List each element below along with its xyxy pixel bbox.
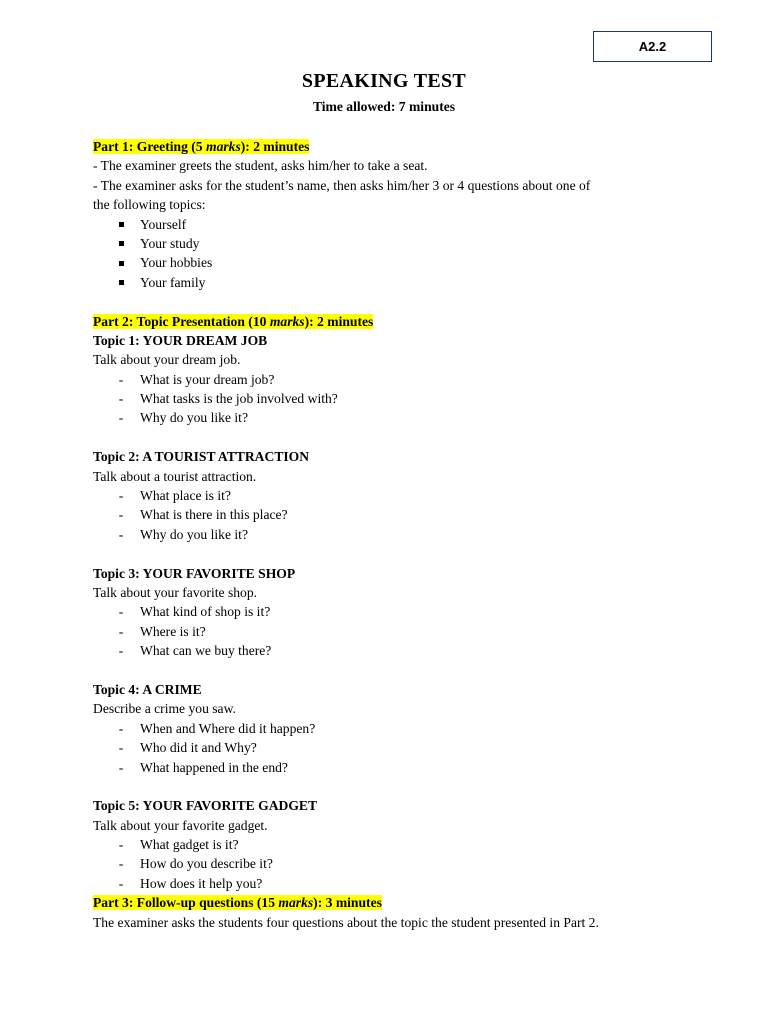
question-item	[93, 641, 693, 660]
question-text: What is there in this place?	[140, 507, 288, 523]
question-text: When and Where did it happen?	[140, 720, 316, 736]
level-badge: A2.2	[593, 31, 712, 62]
question-item	[93, 370, 693, 389]
question-item	[93, 719, 693, 738]
question-item	[93, 602, 693, 621]
list-item	[93, 253, 693, 272]
question-item	[93, 738, 693, 757]
dash-bullet-icon: -	[118, 759, 124, 775]
part1-line-2: - The examiner asks for the student’s name, then asks him/her 3 or 4 questions about one of	[93, 177, 591, 193]
part1-line-1: - The examiner greets the student, asks him/her to take a seat.	[93, 158, 428, 174]
part3-text: The examiner asks the students four questions about the topic the student presented in Part 2.	[93, 914, 599, 930]
square-bullet-icon	[115, 215, 127, 234]
document-body	[93, 137, 693, 932]
question-item	[93, 486, 693, 505]
question-text: What kind of shop is it?	[140, 604, 271, 620]
question-text: What is your dream job?	[140, 371, 275, 387]
part1-heading-post: ): 2 minutes	[240, 139, 310, 154]
dash-bullet-icon: -	[118, 856, 124, 872]
square-bullet-icon	[115, 273, 127, 292]
question-item	[93, 874, 693, 893]
question-item	[93, 505, 693, 524]
topic-5-prompt: Talk about your favorite gadget.	[93, 817, 268, 833]
question-item	[93, 758, 693, 777]
square-bullet-icon	[115, 234, 127, 253]
dash-bullet-icon: -	[118, 391, 124, 407]
topic-4-prompt: Describe a crime you saw.	[93, 701, 236, 717]
part2-heading-marks: marks	[269, 313, 305, 329]
question-text: What gadget is it?	[140, 837, 239, 853]
question-item	[93, 525, 693, 544]
question-item	[93, 622, 693, 641]
part2-heading-pre: Part 2: Topic Presentation (10	[93, 313, 270, 329]
topic-3-title: Topic 3: YOUR FAVORITE SHOP	[93, 565, 296, 581]
part1-heading-marks: marks	[206, 139, 241, 154]
part3-heading	[93, 893, 693, 912]
part1-heading	[93, 137, 693, 156]
question-item	[93, 408, 693, 427]
dash-bullet-icon: -	[118, 623, 124, 639]
question-text: Why do you like it?	[140, 410, 248, 426]
question-text: How does it help you?	[140, 875, 263, 891]
dash-bullet-icon: -	[118, 875, 124, 891]
time-allowed: Time allowed: 7 minutes	[312, 99, 456, 114]
question-text: Why do you like it?	[140, 526, 248, 542]
question-text: Who did it and Why?	[140, 740, 257, 756]
topic-1-title: Topic 1: YOUR DREAM JOB	[93, 332, 268, 348]
question-text: Where is it?	[140, 623, 206, 639]
square-bullet-icon	[115, 253, 127, 272]
dash-bullet-icon: -	[118, 526, 124, 542]
list-item	[93, 215, 693, 234]
list-item-label: Your study	[140, 235, 200, 251]
part2-heading	[93, 312, 693, 331]
dash-bullet-icon: -	[118, 371, 124, 387]
question-item	[93, 854, 693, 873]
question-text: What happened in the end?	[140, 759, 288, 775]
dash-bullet-icon: -	[118, 410, 124, 426]
dash-bullet-icon: -	[118, 837, 124, 853]
topic-5-title: Topic 5: YOUR FAVORITE GADGET	[93, 798, 318, 814]
list-item	[93, 234, 693, 253]
topic-4-title: Topic 4: A CRIME	[93, 681, 202, 697]
part3-heading-marks: marks	[278, 895, 314, 911]
dash-bullet-icon: -	[118, 488, 124, 504]
question-text: What tasks is the job involved with?	[140, 391, 338, 407]
dash-bullet-icon: -	[118, 643, 124, 659]
topic-1-prompt: Talk about your dream job.	[93, 352, 241, 368]
question-text: How do you describe it?	[140, 856, 273, 872]
page-title: SPEAKING TEST	[301, 70, 467, 92]
part3-heading-pre: Part 3: Follow-up questions (15	[93, 895, 279, 911]
dash-bullet-icon: -	[118, 604, 124, 620]
list-item	[93, 273, 693, 292]
dash-bullet-icon: -	[118, 740, 124, 756]
question-item	[93, 389, 693, 408]
dash-bullet-icon: -	[118, 507, 124, 523]
list-item-label: Your hobbies	[140, 255, 213, 271]
part3-heading-post: ): 3 minutes	[313, 895, 382, 911]
topic-3-prompt: Talk about your favorite shop.	[93, 584, 258, 600]
part2-heading-post: ): 2 minutes	[304, 313, 374, 329]
list-item-label: Yourself	[140, 216, 187, 232]
topic-2-title: Topic 2: A TOURIST ATTRACTION	[93, 449, 310, 465]
list-item-label: Your family	[140, 274, 206, 290]
topic-2-prompt: Talk about a tourist attraction.	[93, 468, 257, 484]
question-text: What place is it?	[140, 488, 231, 504]
question-item	[93, 835, 693, 854]
part1-heading-pre: Part 1: Greeting (5	[93, 139, 206, 154]
question-text: What can we buy there?	[140, 643, 272, 659]
part1-line-3: the following topics:	[93, 197, 206, 213]
dash-bullet-icon: -	[118, 720, 124, 736]
